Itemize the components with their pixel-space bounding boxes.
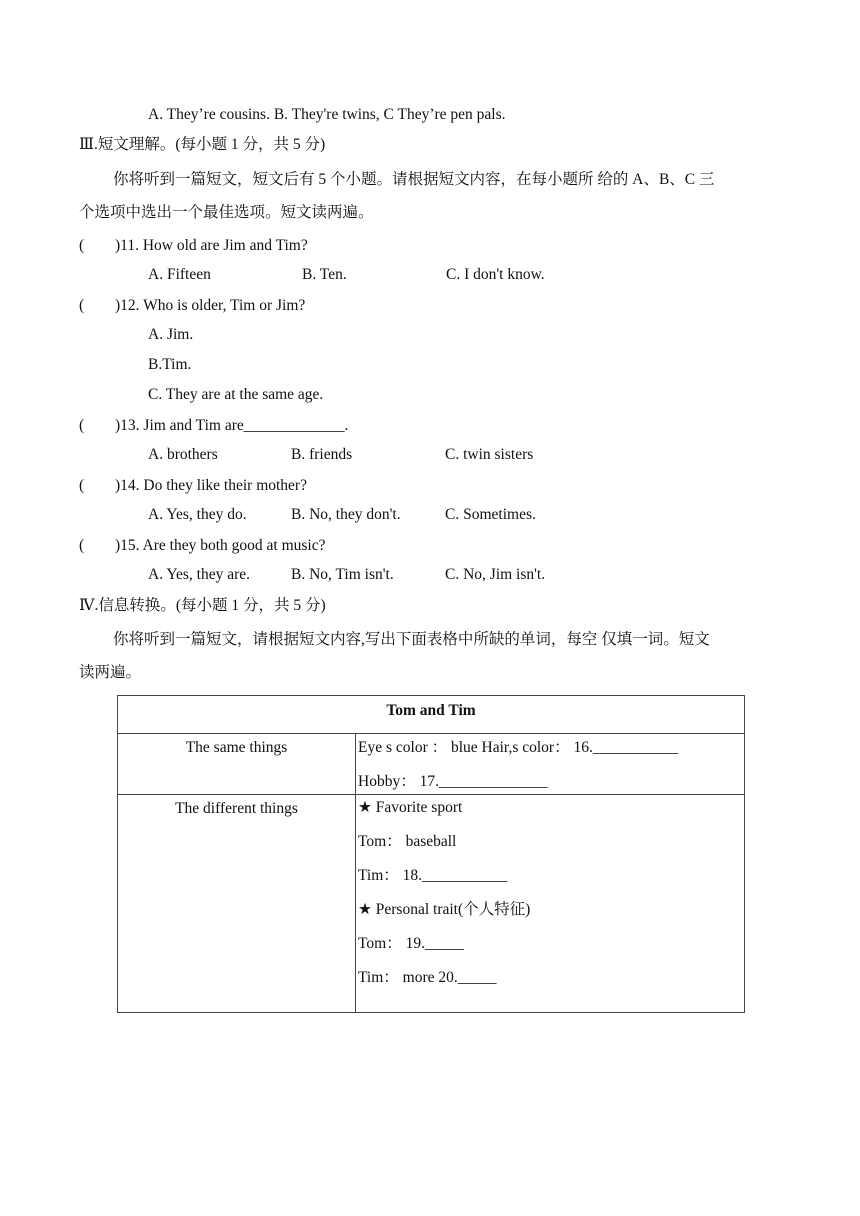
same-things-label: The same things [118,734,356,795]
question-12-option-b: B.Tim. [148,356,192,373]
question-13-option-a: A. brothers [148,446,218,463]
table-title: Tom and Tim [118,696,745,734]
info-table [117,695,745,1013]
question-13-stem: )13. Jim and Tim are_____________. [115,417,349,434]
section-4-heading: Ⅳ.信息转换。(每小题 1 分，共 5 分) [79,597,326,614]
diff-line-5: Tom： 19._____ [358,935,464,952]
diff-line-2: Tom： baseball [358,833,457,850]
question-13-option-c: C. twin sisters [445,446,534,463]
question-11-option-a: A. Fifteen [148,266,211,283]
question-15-option-b: B. No, Tim isn't. [291,566,394,583]
question-14-stem: )14. Do they like their mother? [115,477,307,494]
different-things-cell [356,795,745,1013]
question-12-stem: )12. Who is older, Tim or Jim? [115,297,306,314]
section-3-heading: Ⅲ.短文理解。(每小题 1 分，共 5 分) [79,136,326,153]
question-11-stem: )11. How old are Jim and Tim? [115,237,308,254]
question-12-paren: ( [79,297,85,314]
question-15-option-c: C. No, Jim isn't. [445,566,546,583]
question-11-paren: ( [79,237,85,254]
diff-line-1: ★ Favorite sport [358,799,463,816]
diff-line-3: Tim： 18.___________ [358,867,508,884]
question-15-option-a: A. Yes, they are. [148,566,251,583]
section-4-instruction-line-1: 你将听到一篇短文，请根据短文内容,写出下面表格中所缺的单词，每空 仅填一词。短文 [113,631,710,648]
q10-options: A. They’re cousins. B. They're twins, C They’re pen pals. [148,106,506,123]
section-3-instruction-line-1: 你将听到一篇短文，短文后有 5 个小题。请根据短文内容，在每小题所 给的 A、B、C 三 [113,171,715,188]
section-3-instruction-line-2: 个选项中选出一个最佳选项。短文读两遍。 [79,204,374,221]
question-14-paren: ( [79,477,85,494]
different-things-label: The different things [118,795,356,1013]
same-things-line-2: Hobby： 17.______________ [358,773,548,790]
question-15-paren: ( [79,537,85,554]
question-13-paren: ( [79,417,85,434]
question-12-option-c: C. They are at the same age. [148,386,324,403]
diff-line-4: ★ Personal trait(个人特征) [358,901,531,918]
question-14-option-a: A. Yes, they do. [148,506,247,523]
same-things-line-1: Eye s color ： blue Hair,s color： 16.___________ [358,739,679,756]
question-14-option-b: B. No, they don't. [291,506,401,523]
section-4-instruction-line-2: 读两遍。 [79,664,142,681]
same-things-cell [356,734,745,795]
diff-line-6: Tim： more 20._____ [358,969,497,986]
question-14-option-c: C. Sometimes. [445,506,536,523]
question-15-stem: )15. Are they both good at music? [115,537,326,554]
question-11-option-b: B. Ten. [302,266,347,283]
question-13-option-b: B. friends [291,446,353,463]
question-11-option-c: C. I don't know. [446,266,545,283]
question-12-option-a: A. Jim. [148,326,194,343]
